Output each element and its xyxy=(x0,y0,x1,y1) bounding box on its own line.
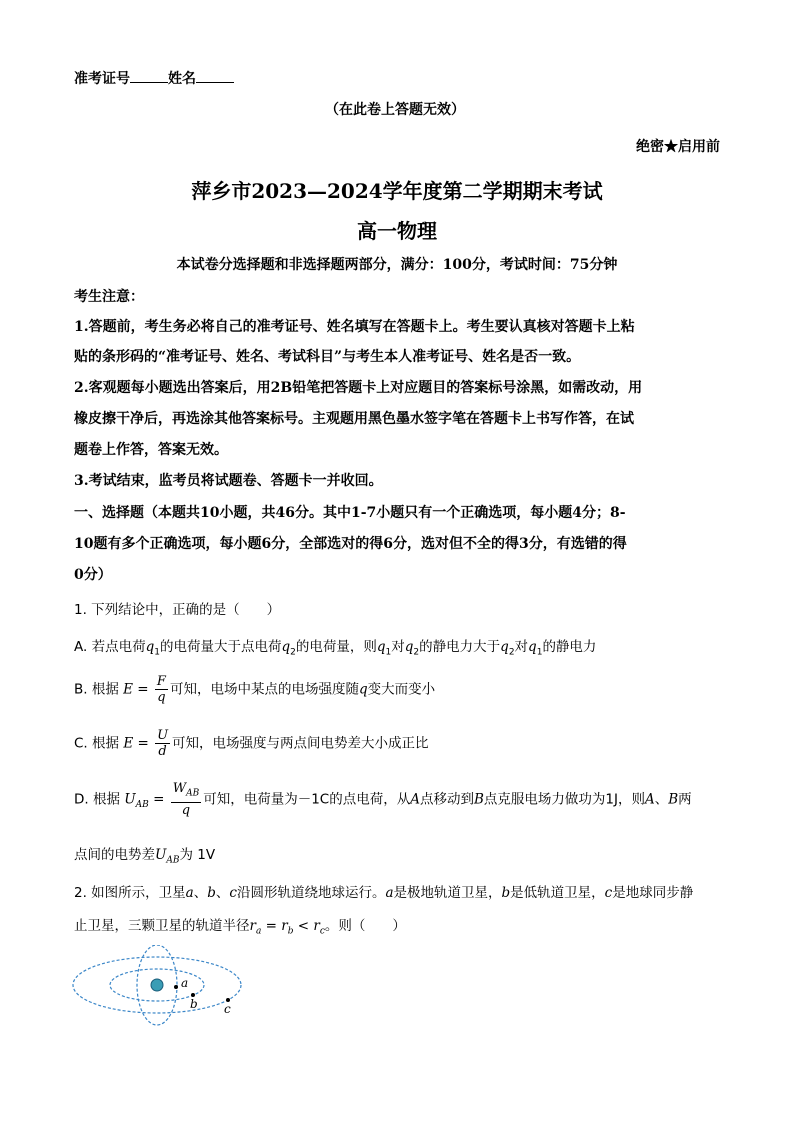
equals: = xyxy=(148,791,169,808)
sub: AB xyxy=(166,855,180,866)
var: r xyxy=(249,918,256,934)
text: 点克服电场力做功为1J，则 xyxy=(483,791,645,808)
sub: AB xyxy=(186,788,200,799)
sub: 2 xyxy=(413,647,420,658)
var: A xyxy=(410,791,420,808)
text: 是极地轨道卫星， xyxy=(393,885,502,901)
q2-stem-line2 xyxy=(74,914,406,937)
earth-icon xyxy=(151,979,163,991)
subject-title: 高一物理 xyxy=(357,219,437,243)
text: 、 xyxy=(215,885,230,901)
var: B xyxy=(473,791,484,808)
satellite-a-dot xyxy=(174,985,178,989)
var: B xyxy=(668,791,679,808)
var: q xyxy=(358,681,368,698)
text: < xyxy=(293,918,314,934)
var: b xyxy=(501,885,511,901)
q1-option-a xyxy=(74,635,596,658)
text: 可知，电场强度与两点间电势差大小成正比 xyxy=(172,735,429,752)
secret-label: 绝密★启用前 xyxy=(636,139,720,155)
denominator: d xyxy=(158,744,167,759)
q2-stem-line1 xyxy=(74,881,693,901)
notice-line: 题卷上作答，答案无效。 xyxy=(74,442,228,458)
q1-stem: 1. 下列结论中，正确的是（ ） xyxy=(74,602,281,618)
text: 可知，电荷量为－1C的点电荷，从 xyxy=(203,791,411,808)
text: 、 xyxy=(654,791,669,808)
var: q xyxy=(145,639,155,655)
sub: 1 xyxy=(536,647,543,658)
q1-option-b xyxy=(74,674,435,705)
text: 点间的电势差 xyxy=(74,847,155,863)
text: 是低轨道卫星， xyxy=(510,885,605,901)
var: c xyxy=(229,885,237,901)
var: q xyxy=(528,639,537,655)
notice-line: 1.答题前，考生务必将自己的准考证号、姓名填写在答题卡上。考生要认真核对答题卡上粘 xyxy=(74,319,635,335)
text: 对 xyxy=(514,639,529,655)
notice-line: 3.考试结束，监考员将试题卷、答题卡一并收回。 xyxy=(74,473,383,489)
numerator xyxy=(171,781,202,803)
name-label: 姓名 xyxy=(168,71,196,87)
text: 的静电力大于 xyxy=(419,639,501,655)
text: = xyxy=(261,918,282,934)
text: B. 根据 xyxy=(74,681,119,698)
sub: AB xyxy=(135,799,149,810)
q1-option-c xyxy=(74,728,429,759)
orbit-diagram xyxy=(70,945,250,1030)
var: a xyxy=(185,885,194,901)
name-blank xyxy=(196,70,234,83)
var: A xyxy=(644,791,655,808)
var: r xyxy=(313,918,320,934)
text: 对 xyxy=(391,639,405,655)
var: U xyxy=(155,847,167,863)
notice-line: 贴的条形码的“准考证号、姓名、考试科目”与考生本人准考证号、姓名是否一致。 xyxy=(74,349,581,365)
num-var: W xyxy=(172,781,187,796)
text: 点移动到 xyxy=(419,791,474,808)
exam-intro: 本试卷分选择题和非选择题两部分，满分：100分，考试时间：75分钟 xyxy=(176,257,618,273)
text: D. 根据 xyxy=(74,791,120,808)
text: 是地球同步静 xyxy=(612,885,694,901)
page-title: 萍乡市2023—2024学年度第二学期期末考试 xyxy=(191,179,603,203)
formula-lhs: E = xyxy=(123,681,149,698)
text: 沿圆形轨道绕地球运行。 xyxy=(236,885,386,901)
var: b xyxy=(207,885,216,901)
exam-id-label: 准考证号 xyxy=(74,71,130,87)
var: c xyxy=(604,885,613,901)
text: 、 xyxy=(193,885,208,901)
q1-option-d xyxy=(74,781,692,818)
notice-line: 2.客观题每小题选出答案后，用2B铅笔把答题卡上对应题目的答案标号涂黑，如需改动，用 xyxy=(74,380,643,396)
var: a xyxy=(385,885,394,901)
denominator: q xyxy=(181,802,191,818)
section-heading: 一、选择题（本题共10小题，共46分。其中1-7小题只有一个正确选项，每小题4分；8- xyxy=(74,505,626,521)
var: q xyxy=(376,639,386,655)
exam-id-blank xyxy=(130,70,168,83)
label-a: a xyxy=(181,976,189,990)
text: 变大而变小 xyxy=(367,681,436,698)
notice-line: 橡皮擦干净后，再选涂其他答案标号。主观题用黑色墨水签字笔在答题卡上书写作答，在试 xyxy=(74,411,634,427)
sub: 2 xyxy=(290,647,296,658)
sub: a xyxy=(255,926,262,937)
exam-id-line xyxy=(74,68,234,88)
formula-lhs: U xyxy=(124,791,136,808)
text: 为 1V xyxy=(179,847,216,863)
text: C. 根据 xyxy=(74,735,120,752)
text: 2. 如图所示，卫星 xyxy=(74,885,186,901)
text: 的静电力 xyxy=(542,639,597,655)
numerator: U xyxy=(157,728,169,743)
formula-lhs: E = xyxy=(123,735,149,752)
denominator: q xyxy=(157,690,166,705)
text: 。则（ ） xyxy=(324,918,406,934)
sub: c xyxy=(319,926,325,937)
label-b: b xyxy=(190,997,198,1011)
var: q xyxy=(281,639,291,655)
text: A. 若点电荷 xyxy=(74,639,146,655)
section-heading: 10题有多个正确选项，每小题6分，全部选对的得6分，选对但不全的得3分，有选错的得 xyxy=(74,536,627,552)
var: q xyxy=(500,639,509,655)
section-heading: 0分） xyxy=(74,567,112,583)
text: 的电荷量，则 xyxy=(295,639,377,655)
notice-title: 考生注意： xyxy=(74,289,144,305)
var: r xyxy=(281,918,288,934)
sub: b xyxy=(287,926,294,937)
sub: 2 xyxy=(508,647,515,658)
fraction xyxy=(171,781,202,818)
text: 止卫星，三颗卫星的轨道半径 xyxy=(74,918,250,934)
invalid-note: （在此卷上答题无效） xyxy=(325,102,465,118)
sub: 1 xyxy=(385,647,392,658)
var: q xyxy=(404,639,414,655)
fraction xyxy=(155,674,168,705)
text: 两 xyxy=(678,791,692,808)
text: 可知，电场中某点的电场强度随 xyxy=(169,681,359,698)
label-c: c xyxy=(224,1002,231,1016)
text: 的电荷量大于点电荷 xyxy=(159,639,282,655)
numerator: F xyxy=(156,674,166,689)
sub: 1 xyxy=(154,647,160,658)
fraction xyxy=(155,728,170,759)
q1-option-d-line2 xyxy=(74,843,215,866)
